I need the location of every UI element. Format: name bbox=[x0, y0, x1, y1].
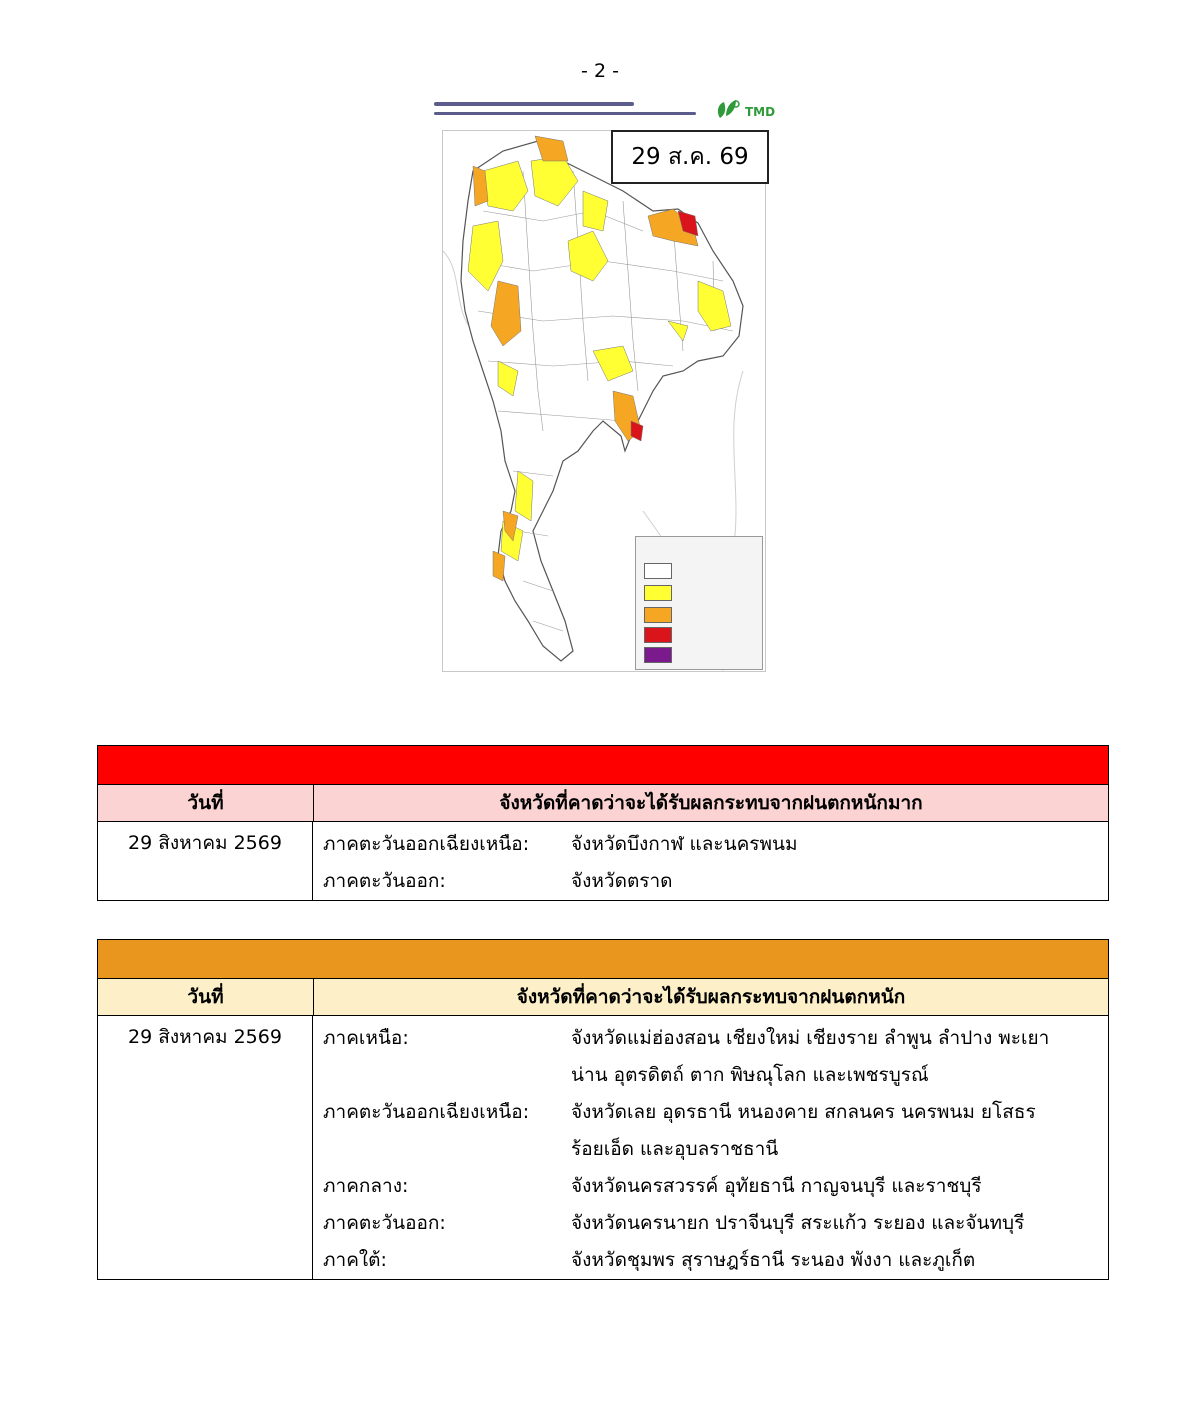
region-name: ภาคตะวันออก: bbox=[323, 870, 446, 892]
legend-yellow-swatch bbox=[644, 585, 672, 601]
region-provinces bbox=[571, 1094, 1108, 1168]
region-provinces bbox=[571, 1242, 1108, 1279]
map-legend bbox=[635, 536, 763, 670]
region-row bbox=[323, 1094, 1108, 1168]
province-line: จังหวัดตราด bbox=[571, 870, 673, 892]
header-date: วันที่ bbox=[98, 979, 314, 1015]
very-heavy-rain-table bbox=[97, 745, 1109, 901]
map-date-label: 29 ส.ค. 69 bbox=[611, 130, 769, 184]
region-provinces bbox=[571, 1205, 1108, 1242]
region-provinces bbox=[571, 1168, 1108, 1205]
table-banner-red bbox=[98, 746, 1108, 785]
legend-purple-swatch bbox=[644, 647, 672, 663]
region-row bbox=[323, 826, 1108, 863]
legend-orange-swatch bbox=[644, 607, 672, 623]
province-line: จังหวัดเลย อุดรธานี หนองคาย สกลนคร นครพนม ยโสธร bbox=[571, 1101, 1036, 1123]
date-cell: 29 สิงหาคม 2569 bbox=[98, 822, 313, 900]
date-cell: 29 สิงหาคม 2569 bbox=[98, 1016, 313, 1279]
province-line: จังหวัดนครนายก ปราจีนบุรี สระแก้ว ระยอง และจันทบุรี bbox=[571, 1212, 1025, 1234]
table-body bbox=[98, 1016, 1108, 1279]
map-header-caption-line bbox=[434, 112, 696, 115]
region-name: ภาคตะวันออกเฉียงเหนือ: bbox=[323, 1101, 530, 1123]
region-row bbox=[323, 1205, 1108, 1242]
province-line: จังหวัดแม่ฮ่องสอน เชียงใหม่ เชียงราย ลำพูน ลำปาง พะเยา bbox=[571, 1027, 1050, 1049]
table-body bbox=[98, 822, 1108, 900]
table-header bbox=[98, 785, 1108, 822]
legend-white-swatch bbox=[644, 563, 672, 579]
legend-red-swatch bbox=[644, 627, 672, 643]
province-line: จังหวัดบึงกาฬ และนครพนม bbox=[571, 833, 798, 855]
region-row bbox=[323, 1020, 1108, 1094]
region-row bbox=[323, 1168, 1108, 1205]
region-row bbox=[323, 1242, 1108, 1279]
region-name: ภาคกลาง: bbox=[323, 1175, 409, 1197]
province-line: จังหวัดชุมพร สุราษฎร์ธานี ระนอง พังงา และภูเก็ต bbox=[571, 1249, 976, 1271]
region-provinces bbox=[571, 863, 1108, 900]
region-name: ภาคเหนือ: bbox=[323, 1027, 409, 1049]
region-name: ภาคตะวันออก: bbox=[323, 1212, 446, 1234]
region-provinces bbox=[571, 1020, 1108, 1094]
region-name: ภาคตะวันออกเฉียงเหนือ: bbox=[323, 833, 530, 855]
provinces-cell bbox=[313, 1016, 1108, 1279]
table-header bbox=[98, 979, 1108, 1016]
province-line: จังหวัดนครสวรรค์ อุทัยธานี กาญจนบุรี และราชบุรี bbox=[571, 1175, 982, 1197]
provinces-cell bbox=[313, 822, 1108, 900]
header-provinces: จังหวัดที่คาดว่าจะได้รับผลกระทบจากฝนตกหนักมาก bbox=[499, 792, 923, 814]
map-header bbox=[430, 96, 780, 126]
header-provinces: จังหวัดที่คาดว่าจะได้รับผลกระทบจากฝนตกหนัก bbox=[516, 986, 906, 1008]
table-banner-orange bbox=[98, 940, 1108, 979]
region-name: ภาคใต้: bbox=[323, 1249, 387, 1271]
tmd-logo-icon bbox=[714, 96, 742, 122]
tmd-logo-text: TMD bbox=[745, 105, 776, 119]
map-header-caption-line bbox=[434, 102, 634, 106]
page-number: - 2 - bbox=[581, 60, 619, 82]
rain-forecast-map bbox=[430, 96, 780, 676]
province-line: น่าน อุตรดิตถ์ ตาก พิษณุโลก และเพชรบูรณ์ bbox=[571, 1064, 929, 1086]
region-row bbox=[323, 863, 1108, 900]
header-date: วันที่ bbox=[98, 785, 314, 821]
region-provinces bbox=[571, 826, 1108, 863]
heavy-rain-table bbox=[97, 939, 1109, 1280]
province-line: ร้อยเอ็ด และอุบลราชธานี bbox=[571, 1138, 779, 1160]
